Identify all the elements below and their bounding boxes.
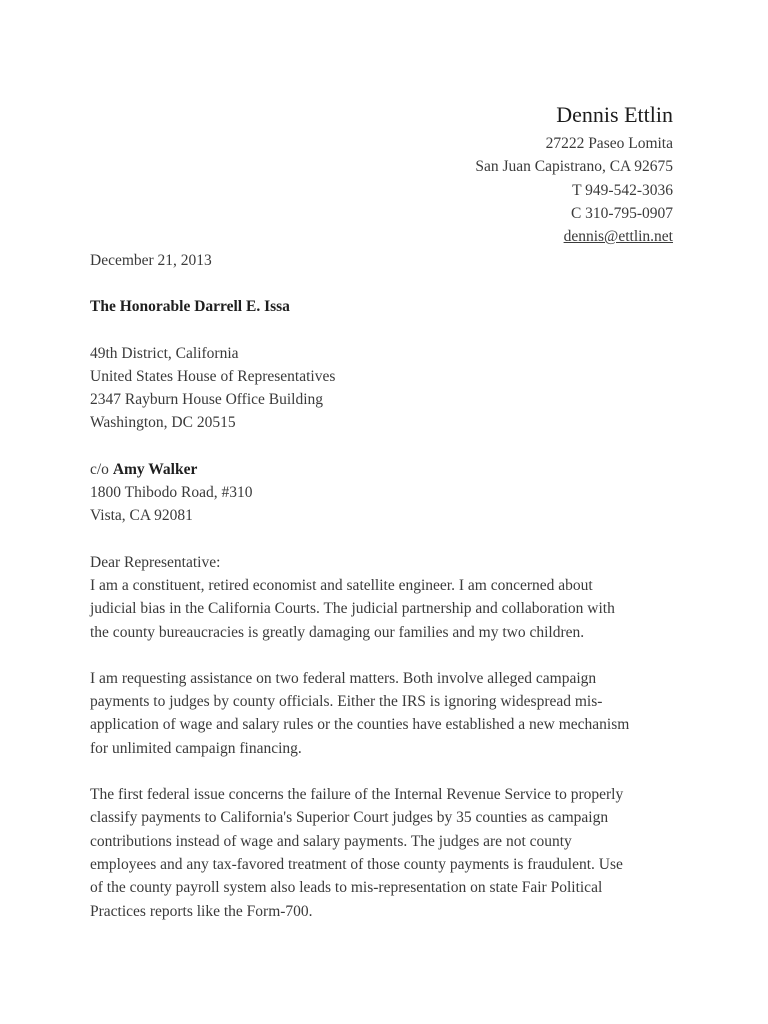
recipient-address: [90, 342, 690, 435]
sender-address-line1: 27222 Paseo Lomita: [545, 135, 673, 152]
paragraph-line: classify payments to California's Superior Court judges by 35 counties as campaign: [90, 809, 609, 827]
letterhead: [475, 100, 673, 248]
care-of-address-line: Vista, CA 92081: [90, 507, 193, 525]
paragraph-1: [90, 574, 690, 644]
paragraph-line: The first federal issue concerns the failure of the Internal Revenue Service to properly: [90, 786, 624, 804]
recipient-address-line: Washington, DC 20515: [90, 414, 236, 432]
paragraph-3: [90, 783, 690, 923]
paragraph-line: the county bureaucracies is greatly damaging our families and my two children.: [90, 623, 585, 641]
recipient-address-line: United States House of Representatives: [90, 367, 336, 385]
paragraph-line: of the county payroll system also leads to mis-representation on state Fair Political: [90, 879, 603, 897]
paragraph-line: I am requesting assistance on two federal matters. Both involve alleged campaign: [90, 669, 597, 687]
paragraph-line: payments to judges by county officials. Either the IRS is ignoring widespread mis-: [90, 693, 603, 711]
paragraph-line: application of wage and salary rules or the counties have established a new mechanism: [90, 716, 630, 734]
salutation: Dear Representative:: [90, 553, 221, 571]
care-of-prefix: c/o: [90, 460, 113, 478]
recipient-name: The Honorable Darrell E. Issa: [90, 298, 290, 316]
paragraph-line: judicial bias in the California Courts. The judicial partnership and collaboration with: [90, 600, 615, 618]
letter-date: December 21, 2013: [90, 252, 212, 269]
care-of-line: [90, 458, 690, 481]
care-of-address-line: 1800 Thibodo Road, #310: [90, 484, 253, 502]
sender-address-line2: San Juan Capistrano, CA 92675: [475, 158, 673, 176]
paragraph-line: Practices reports like the Form-700.: [90, 902, 313, 920]
recipient-address-line: 2347 Rayburn House Office Building: [90, 391, 324, 409]
paragraph-2: [90, 667, 690, 760]
sender-email-link[interactable]: dennis@ettlin.net: [563, 228, 673, 246]
paragraph-line: employees and any tax-favored treatment of those county payments is fraudulent. Use: [90, 855, 623, 873]
paragraph-line: contributions instead of wage and salary payments. The judges are not county: [90, 832, 572, 850]
sender-cell: C 310-795-0907: [570, 204, 673, 222]
sender-name: Dennis Ettlin: [556, 102, 673, 127]
paragraph-line: I am a constituent, retired economist and satellite engineer. I am concerned about: [90, 576, 593, 594]
sender-phone: T 949-542-3036: [572, 181, 673, 199]
care-of-address: [90, 458, 690, 528]
letter-body: [90, 249, 690, 946]
paragraph-line: for unlimited campaign financing.: [90, 739, 302, 757]
care-of-name: Amy Walker: [112, 460, 198, 478]
recipient-address-line: 49th District, California: [90, 344, 239, 362]
